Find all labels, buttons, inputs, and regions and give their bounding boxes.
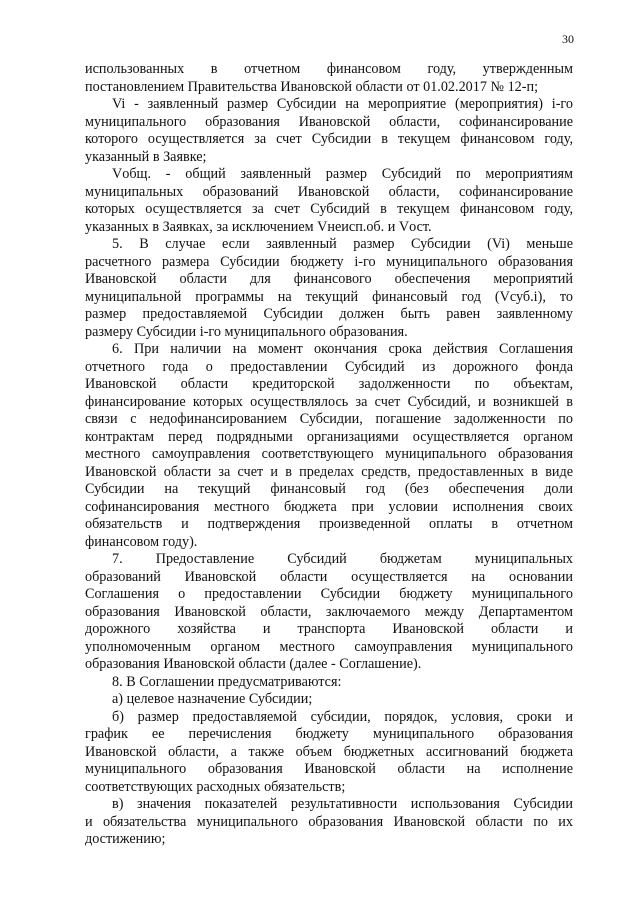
text-line: 7. Предоставление Субсидий бюджетам муниципальных	[112, 551, 573, 567]
text-line: Vi - заявленный размер Субсидии на мероприятие (мероприятия) i-го	[112, 96, 573, 112]
text-line: и обязательства муниципального образования Ивановской области по их	[85, 813, 573, 830]
text-line: Соглашения о предоставлении Субсидии бюджету муниципального	[85, 586, 573, 602]
text-line: Ивановской области за счет и в пределах средств, предоставленных в виде	[85, 463, 573, 480]
text-line: Ивановской области кредиторской задолженности по объектам,	[85, 376, 573, 392]
document-body	[85, 61, 573, 849]
text-line: местного самоуправления соответствующего муниципального образования	[85, 446, 573, 462]
text-line: 6. При наличии на момент окончания срока действия Соглашения	[112, 341, 573, 357]
text-line: образования Ивановской области, заключаемого между Департаментом	[85, 603, 573, 620]
text-line: б) размер предоставляемой субсидии, порядок, условия, сроки и	[112, 708, 573, 725]
text-line: муниципальных образований Ивановской области, софинансирование	[85, 183, 573, 200]
text-line: муниципального образования Ивановской области, софинансирование	[85, 113, 573, 130]
text-line: муниципального образования Ивановской области на исполнение	[85, 761, 573, 777]
text-line: 8. В Соглашении предусматриваются:	[112, 673, 342, 690]
text-line: Ивановской области для финансового обеспечения мероприятий	[85, 271, 573, 287]
text-line: образования Ивановской области (далее - Соглашение).	[85, 656, 422, 672]
text-line: соответствующих расходных обязательств;	[85, 778, 346, 795]
text-line: муниципальной программы на текущий финансовый год (Vсуб.i), то	[85, 288, 573, 305]
text-line: отчетного года о предоставлении Субсидий из дорожного фонда	[85, 358, 573, 375]
text-line: график ее перечисления бюджету муниципального образования	[85, 726, 573, 742]
text-line: указанный в Заявке;	[85, 148, 207, 165]
text-line: Vобщ. - общий заявленный размер Субсидий по мероприятиям	[112, 166, 573, 182]
text-line: в) значения показателей результативности использования Субсидии	[112, 796, 573, 812]
text-line: постановлением Правительства Ивановской области от 01.02.2017 № 12-п;	[85, 78, 539, 95]
text-line: финансирование которых осуществлялось за счет Субсидий, и возникшей в	[85, 393, 573, 410]
text-line: а) целевое назначение Субсидии;	[112, 691, 313, 707]
text-line: контрактам перед подрядными организациями осуществляется органом	[85, 428, 573, 445]
text-line: достижению;	[85, 831, 166, 847]
text-line: которых осуществляется за счет Субсидий в текущем финансовом году,	[85, 201, 573, 217]
text-line: уполномоченным органом местного самоуправления муниципального	[85, 638, 573, 655]
text-line: дорожного хозяйства и транспорта Ивановской области и	[85, 621, 573, 637]
text-line: связи с недофинансированием Субсидии, погашение задолженности по	[85, 411, 573, 427]
text-line: образований Ивановской области осуществляется на основании	[85, 568, 573, 585]
text-line: размеру Субсидии i-го муниципального образования.	[85, 323, 408, 340]
text-line: финансовом году).	[85, 533, 198, 550]
text-line: Субсидии на текущий финансовый год (без обеспечения доли	[85, 481, 573, 497]
text-line: софинансирования местного бюджета при условии исполнения своих	[85, 498, 573, 515]
page-number: 30	[562, 32, 574, 46]
text-line: указанных в Заявках, за исключением Vнеисп.об. и Vост.	[85, 218, 432, 235]
text-line: 5. В случае если заявленный размер Субсидии (Vi) меньше	[112, 236, 573, 252]
text-line: размер предоставляемой Субсидии должен быть равен заявленному	[85, 306, 573, 322]
text-line: использованных в отчетном финансовом году, утвержденным	[85, 61, 573, 77]
text-line: обязательств и подтверждения произведенной оплаты в отчетном	[85, 516, 573, 532]
text-line: которого осуществляется за счет Субсидии в текущем финансовом году,	[85, 131, 573, 147]
text-line: Ивановской области, а также объем бюджетных ассигнований бюджета	[85, 743, 573, 760]
text-line: расчетного размера Субсидии бюджету i-го муниципального образования	[85, 253, 573, 270]
